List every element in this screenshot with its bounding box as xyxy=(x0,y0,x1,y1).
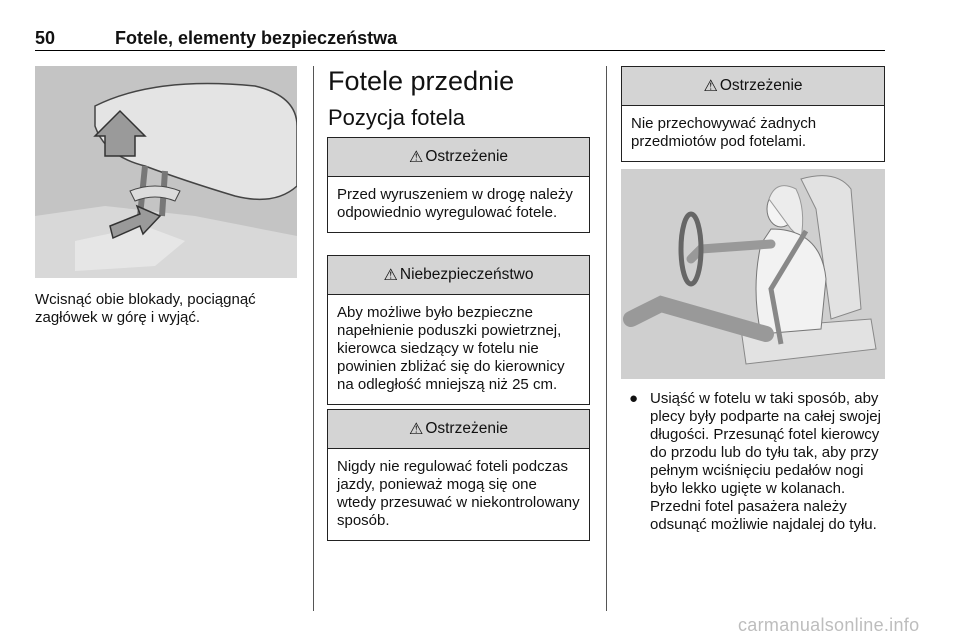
warning-box-header xyxy=(622,67,884,106)
page-title: Fotele, elementy bezpieczeństwa xyxy=(115,28,398,48)
section-subheading: Pozycja fotela xyxy=(328,105,465,130)
instruction-text: Usiąść w fotelu w taki sposób, aby plecy były podparte na całej swojej długości. Przesunąć fotel kierowcy do przodu lub do tyłu tak, aby przy pełnym wciśnięciu pedałów nogi było lekko ugięte w kolanach. Przedni fotel pasażera należy odsunąć możliwie najdalej do tyłu. xyxy=(650,390,881,533)
warning-box-2 xyxy=(327,409,590,541)
warning-label: Ostrzeżenie xyxy=(425,148,509,165)
warning-box-1 xyxy=(327,137,590,233)
page-header xyxy=(35,28,885,52)
warning-text: Nie przechowywać żadnych przedmiotów pod fotelami. xyxy=(631,115,817,150)
bullet-icon: ● xyxy=(629,390,639,407)
figure-caption: Wcisnąć obie blokady, pociągnąć zagłówek w górę i wyjąć. xyxy=(35,291,256,326)
warning-icon: ⚠ xyxy=(408,149,424,166)
warning-box-header xyxy=(328,138,589,177)
page-number: 50 xyxy=(35,28,56,48)
watermark: carmanualsonline.info xyxy=(738,615,920,635)
danger-label: Niebezpieczeństwo xyxy=(399,266,534,283)
danger-box xyxy=(327,255,590,405)
warning-icon: ⚠ xyxy=(383,267,398,284)
headrest-illustration xyxy=(35,66,297,278)
seated-driver-illustration xyxy=(621,169,885,379)
column-divider-1 xyxy=(313,66,314,611)
warning-icon: ⚠ xyxy=(703,78,718,95)
warning-label: Ostrzeżenie xyxy=(719,77,803,94)
section-heading: Fotele przednie xyxy=(328,66,515,96)
warning-text: Przed wyruszeniem w drogę należy odpowiednio wyregulować fotele. xyxy=(337,186,573,221)
warning-label: Ostrzeżenie xyxy=(425,420,509,437)
header-divider xyxy=(35,50,885,51)
warning-icon: ⚠ xyxy=(408,421,424,438)
warning-box-header xyxy=(328,410,589,449)
danger-box-header xyxy=(328,256,589,295)
danger-text: Aby możliwe było bezpieczne napełnienie poduszki powietrznej, kierowca siedzący w fotelu nie powinien zbliżać się do kierownicy na odległość mniejszą niż 25 cm. xyxy=(337,304,565,393)
warning-text: Nigdy nie regulować foteli podczas jazdy, ponieważ mogą się one wtedy przesuwać w niekontrolowany sposób. xyxy=(337,458,580,529)
column-divider-2 xyxy=(606,66,607,611)
warning-box-3 xyxy=(621,66,885,162)
